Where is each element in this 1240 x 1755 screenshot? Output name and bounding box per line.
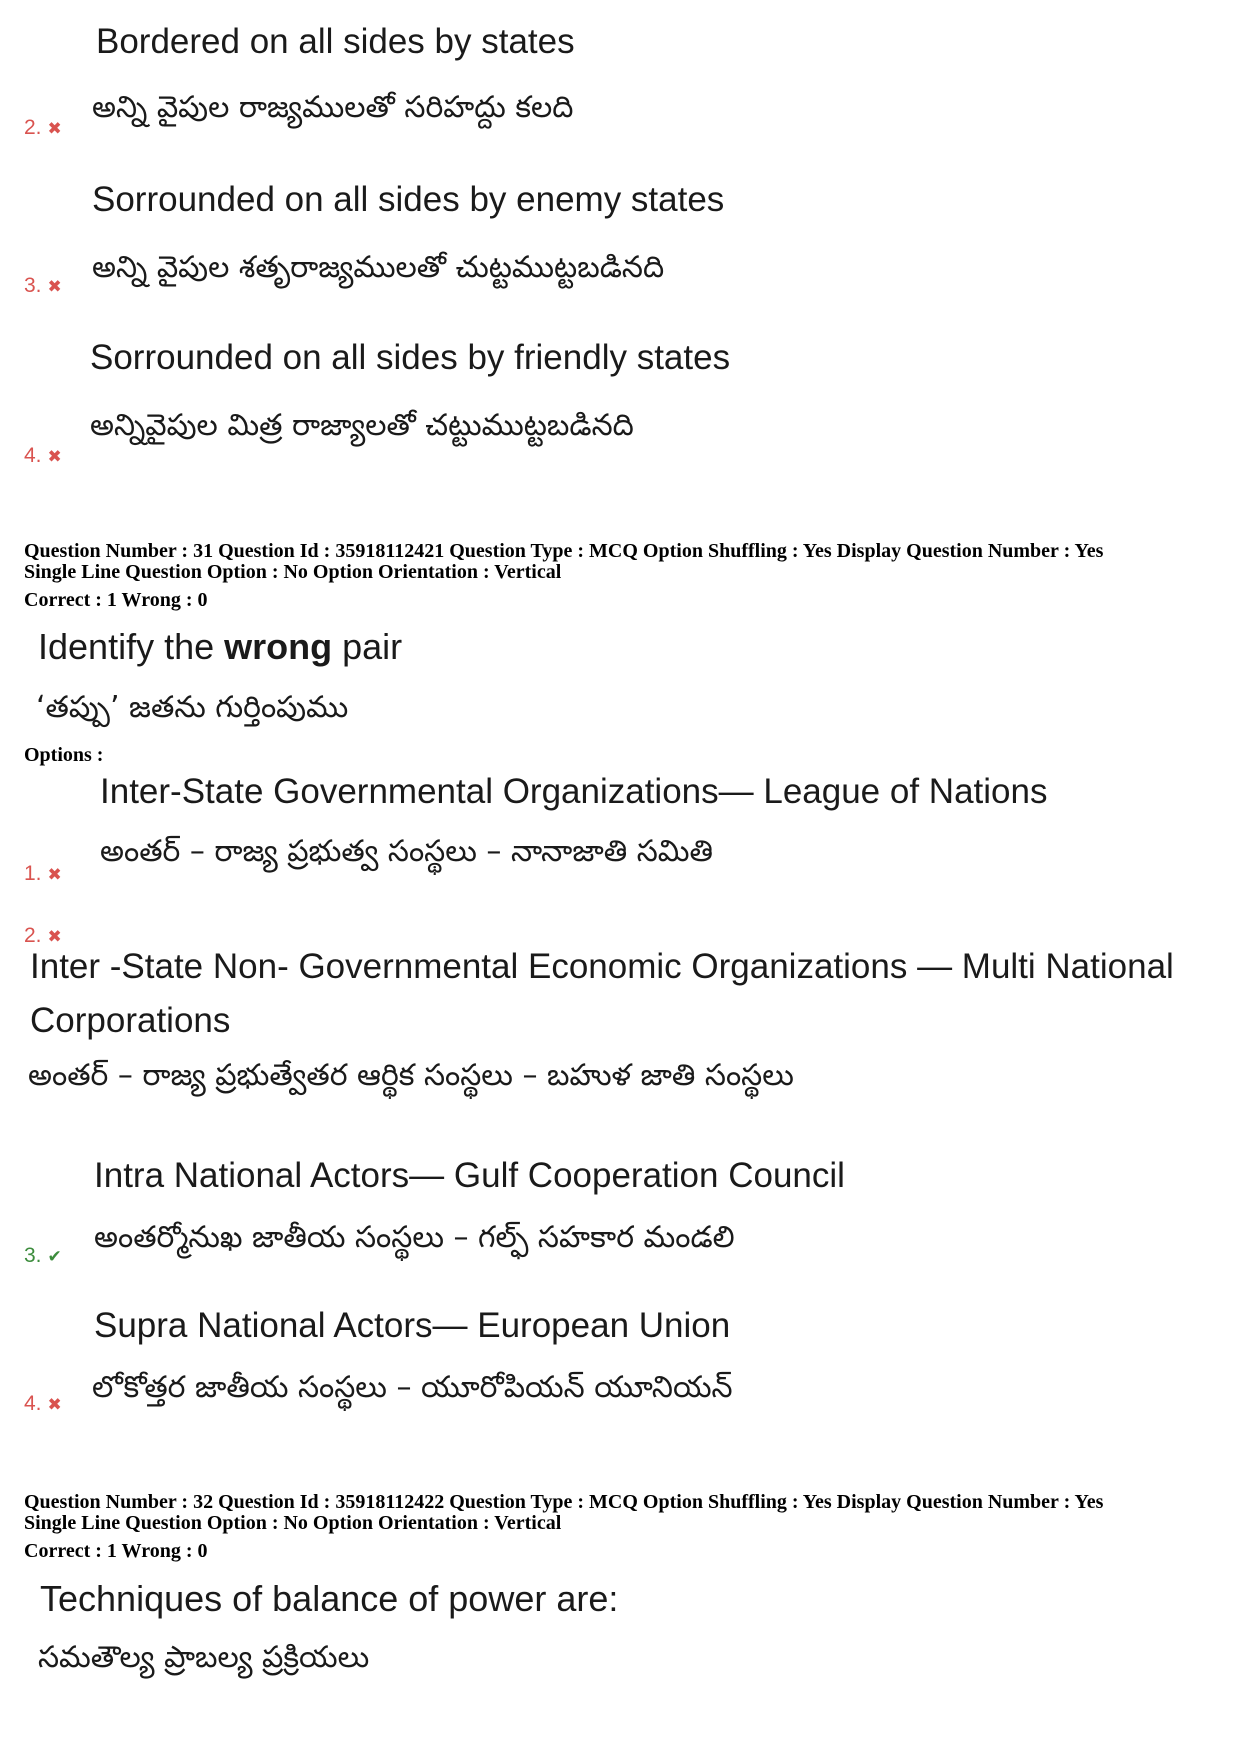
option-text-en: Supra National Actors— European Union [94, 1306, 731, 1345]
option-text-te: అన్నివైపుల మిత్ర రాజ్యాలతో చట్టుముట్టబడినది [90, 408, 634, 443]
option-text-te: అంతర్ – రాజ్య ప్రభుత్వ సంస్థలు – నానాజాతి సమితి [100, 834, 713, 869]
option-marker: 2. ✖ [24, 116, 62, 139]
option-marker: 4. ✖ [24, 1392, 62, 1415]
option-text-te: అన్ని వైపుల రాజ్యములతో సరిహద్దు కలది [92, 90, 574, 125]
check-icon: ✔ [47, 1247, 62, 1266]
options-label: Options : [24, 744, 104, 766]
question-marks: Correct : 1 Wrong : 0 [24, 589, 208, 611]
option-text-en: Sorrounded on all sides by friendly states [90, 338, 731, 377]
option-text-te: అంతర్మోనుఖ జాతీయ సంస్థలు – గల్ఫ్ సహకార మండలి [94, 1220, 735, 1255]
option-text-en: Inter-State Governmental Organizations— League of Nations [100, 772, 1048, 811]
cross-icon: ✖ [47, 277, 62, 296]
option-marker: 3. ✖ [24, 274, 62, 297]
cross-icon: ✖ [47, 1395, 62, 1414]
cross-icon: ✖ [47, 927, 62, 946]
question-text-en: Techniques of balance of power are: [40, 1578, 619, 1619]
option-text-te: అన్ని వైపుల శతృరాజ్యములతో చుట్టముట్టబడినది [92, 250, 665, 285]
option-marker: 1. ✖ [24, 862, 62, 885]
cross-icon: ✖ [47, 865, 62, 884]
option-text-te: లోకోత్తర జాతీయ సంస్థలు – యూరోపియన్ యూనియన్ [92, 1370, 733, 1405]
cross-icon: ✖ [47, 447, 62, 466]
question-text-en: Identify the wrong pair [38, 626, 403, 667]
option-marker: 4. ✖ [24, 444, 62, 467]
option-text-en: Intra National Actors— Gulf Cooperation Council [94, 1156, 845, 1195]
question-meta-line2: Single Line Question Option : No Option Orientation : Vertical [24, 1512, 562, 1534]
option-text-en: Bordered on all sides by states [96, 22, 575, 61]
option-marker: 2. ✖ [24, 924, 62, 947]
question-meta-line1: Question Number : 31 Question Id : 35918112421 Question Type : MCQ Option Shuffling : Yes Display Question Number : Yes [24, 540, 1104, 562]
question-text-te: ‘తప్పు’ జతను గుర్తింపుము [36, 690, 349, 725]
question-marks: Correct : 1 Wrong : 0 [24, 1540, 208, 1562]
question-meta-line1: Question Number : 32 Question Id : 35918112422 Question Type : MCQ Option Shuffling : Yes Display Question Number : Yes [24, 1491, 1104, 1513]
question-text-te: సమతౌల్య ప్రాబల్య ప్రక్రియలు [38, 1640, 370, 1675]
option-text-te: అంతర్ – రాజ్య ప్రభుత్వేతర ఆర్థిక సంస్థలు – బహుళ జాతి సంస్థలు [28, 1058, 794, 1093]
cross-icon: ✖ [47, 119, 62, 138]
option-marker: 3. ✔ [24, 1244, 62, 1267]
question-meta-line2: Single Line Question Option : No Option Orientation : Vertical [24, 561, 562, 583]
option-text-en: Inter -State Non- Governmental Economic Organizations — Multi National Corporations [30, 947, 1174, 1040]
option-text-en: Sorrounded on all sides by enemy states [92, 180, 725, 219]
